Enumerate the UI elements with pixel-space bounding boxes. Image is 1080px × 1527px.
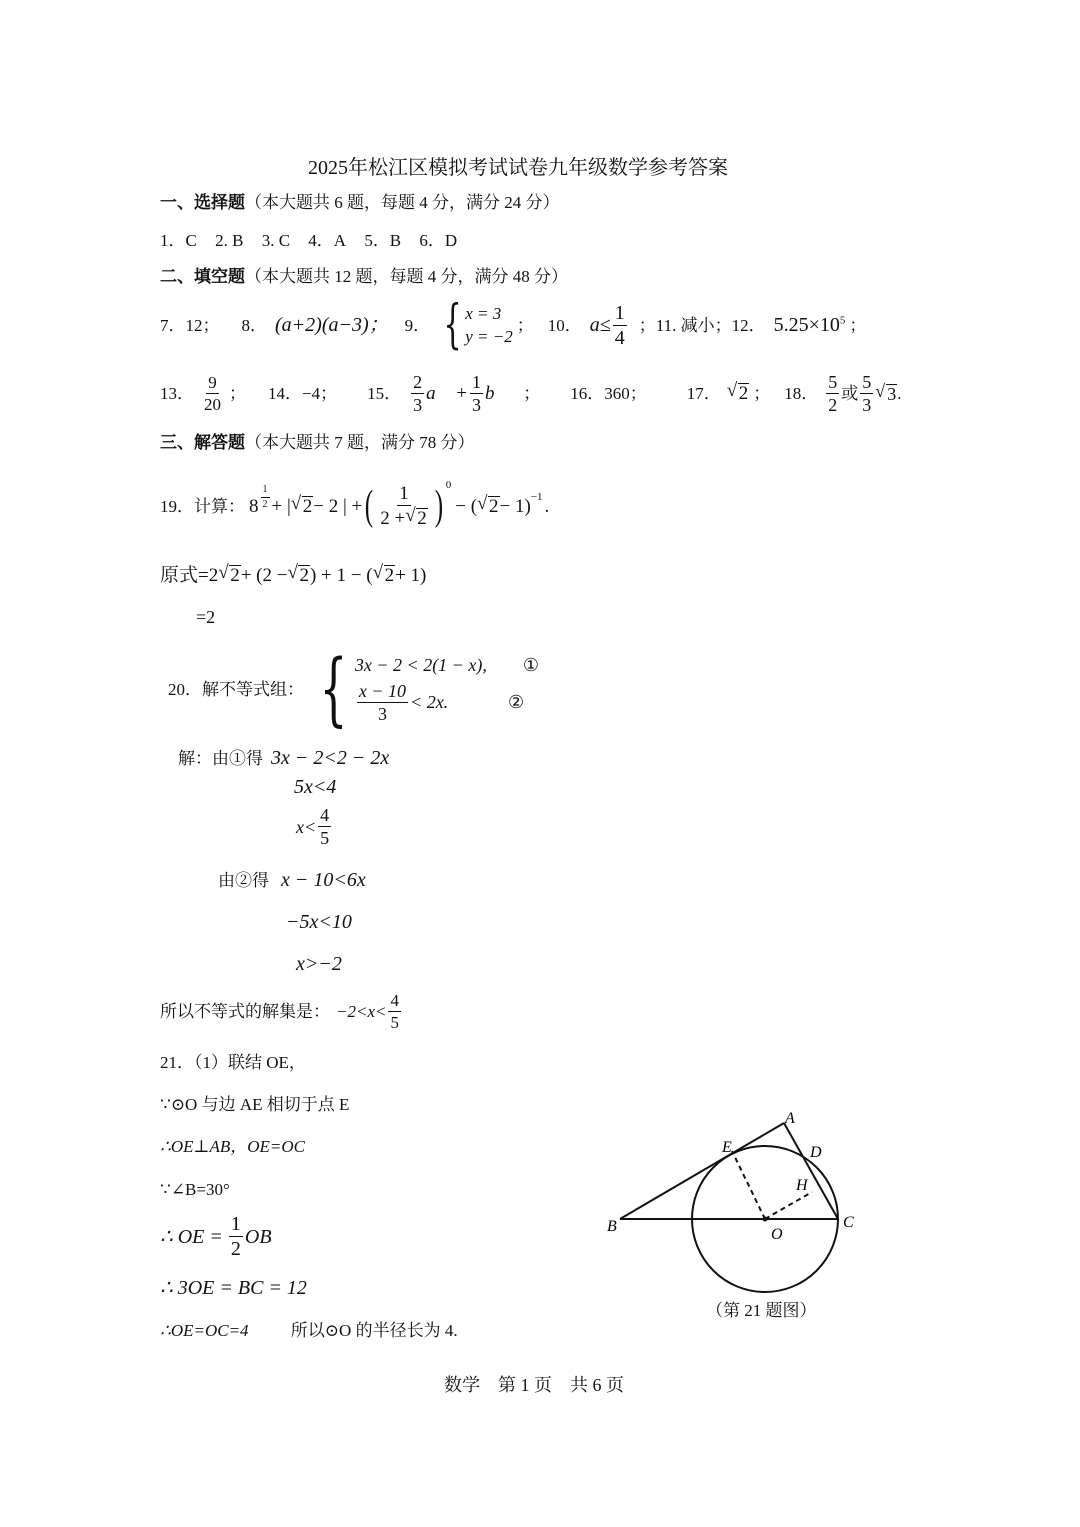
q19-tail-end: − 1): [499, 495, 531, 517]
answer-10-label: 10．: [547, 315, 582, 335]
answer-15-vector-b: b⃗: [484, 382, 510, 404]
q20-label: 20．解不等式组：: [168, 679, 304, 699]
answer-4: 4．A: [308, 231, 347, 250]
q19-sol-pre: 原式=2: [160, 564, 219, 586]
q19-sol-radical-2: [287, 565, 310, 585]
answer-18-radical: [875, 384, 897, 403]
q20-step-6: x>−2: [296, 953, 342, 975]
q20-system: [308, 642, 540, 735]
section-1-title: 一、选择题: [160, 193, 245, 212]
q20-step-3: [296, 806, 333, 847]
choice-answers: [160, 232, 457, 249]
q19-abs-radicand: 2: [302, 496, 313, 517]
answer-9-row-2: y = −2: [465, 327, 513, 346]
q19-problem: [160, 474, 549, 538]
q19-frac-num: 1: [399, 483, 409, 504]
q20-row-1: [355, 656, 539, 674]
label-c: C: [843, 1214, 854, 1231]
section-2-note: （本大题共 12 题，每题 4 分，满分 48 分）: [245, 267, 568, 286]
q19-exp-den: 2: [262, 498, 268, 510]
q19-zero-exp: 0: [445, 479, 452, 491]
q19-sol-end: + 1): [395, 564, 427, 586]
answer-7: 7．12；: [160, 315, 220, 335]
q20-conclusion-den: 5: [390, 1013, 399, 1032]
label-e: E: [722, 1139, 732, 1156]
q19-tail-dot: .: [544, 495, 550, 517]
q20-row-2: [355, 682, 539, 723]
q21-line-7-b: 所以⊙O 的半径长为 4.: [290, 1321, 458, 1340]
q20-step-5: −5x<10: [286, 911, 352, 933]
answer-18-fraction-2: [860, 373, 873, 414]
q19-tail-exp: −1: [530, 491, 543, 503]
q20-ineq-2-den: 3: [377, 703, 387, 724]
answer-17-label: 17．: [686, 383, 721, 403]
q20-conclusion-fraction: [388, 992, 401, 1031]
segment-oe: [732, 1151, 765, 1219]
q21-line-5: [160, 1214, 272, 1259]
q19-frac-den-radical: [405, 508, 428, 528]
q19-sol-radicand-2: 2: [299, 565, 309, 586]
answer-2: 2. B: [215, 231, 244, 250]
answer-15-fraction-1: [411, 373, 424, 414]
answer-12-end: ；: [849, 315, 867, 335]
answer-10-fraction: [613, 303, 627, 348]
answer-17-radicand: 2: [738, 383, 749, 404]
answer-1: 1．C: [160, 231, 197, 250]
section-2-title: 二、填空题: [160, 267, 245, 286]
q20-step-3-lhs: x<: [296, 816, 317, 837]
page-footer: 数学 第 1 页 共 6 页: [444, 1375, 624, 1395]
answer-9-row-1: x = 3: [465, 304, 502, 323]
section-1-heading: [160, 194, 560, 211]
q20-step-3-num: 4: [320, 805, 330, 825]
q19-abs-close: − 2 | +: [313, 495, 363, 517]
q19-tail-radical: [477, 496, 500, 516]
q19-term-a: [249, 483, 272, 517]
q20-by-2-label: 由②得: [218, 870, 269, 890]
segment-oh: [765, 1192, 812, 1219]
q20-step-1: 3x − 2<2 − 2x: [271, 747, 390, 769]
q19-label: 19．计算：: [160, 496, 245, 516]
answer-9-system: [436, 295, 513, 355]
q21-line-6: ∴ 3OE = BC = 12: [160, 1277, 307, 1299]
q19-frac-den: [378, 506, 429, 528]
answer-15-numerator-2: 1: [471, 371, 481, 392]
answer-13-denominator: 20: [204, 394, 221, 414]
q20-conclusion: [160, 992, 403, 1031]
q20-sol-intro: [178, 748, 389, 768]
q20-ineq-2-num: x − 10: [358, 680, 407, 701]
answer-18-or: 或: [841, 383, 859, 403]
answer-9-label: 9．: [404, 315, 431, 335]
q19-solution-line-1: [160, 558, 426, 592]
answer-13-numerator: 9: [208, 372, 217, 392]
q19-sol-radical-1: [218, 565, 241, 585]
brace-icon: {: [319, 642, 348, 735]
answer-13-label: 13．: [160, 383, 194, 403]
q19-tail-radicand: 2: [489, 496, 499, 517]
q20-mark-1: ①: [522, 654, 540, 675]
section-3-note: （本大题共 7 题，满分 78 分）: [245, 433, 475, 452]
label-h: H: [796, 1177, 808, 1194]
q19-fraction: [378, 484, 429, 528]
answer-3: 3. C: [261, 231, 291, 250]
answer-16: 16．360；: [570, 383, 647, 403]
q21-line-1: 21．（1）联结 OE，: [160, 1053, 306, 1072]
q19-paren-close: ): [434, 483, 443, 529]
segment-ba: [620, 1123, 784, 1219]
q20-ineq-1: 3x − 2 < 2(1 − x),: [354, 654, 487, 675]
answer-18-fraction-1: [826, 373, 839, 414]
answer-18-numerator-1: 5: [828, 371, 838, 392]
q20-problem: [168, 644, 539, 734]
q20-sol-intro-label: 解：由①得: [178, 748, 263, 768]
answer-10-lhs: a≤: [589, 314, 611, 336]
answer-8: (a+2)(a−3)；: [275, 314, 389, 336]
answer-15-denominator-2: 3: [471, 394, 481, 415]
answer-14: 14．−4；: [268, 383, 338, 403]
answer-15-vector-a: a⃗ +: [426, 382, 468, 404]
q20-ineq-2-rest: < 2x.: [410, 692, 449, 712]
q21-line-5-fraction: [229, 1214, 243, 1259]
q20-ineq-2-fraction: [357, 682, 408, 723]
brace-icon: {: [443, 295, 462, 355]
q20-step-3-den: 5: [320, 828, 330, 848]
q21-line-5-post: OB: [244, 1225, 272, 1248]
q19-sol-mid-2: ) + 1 − (: [309, 564, 373, 586]
segment-ac: [784, 1123, 838, 1219]
answer-17-radical: [727, 383, 750, 403]
q19-sol-mid-1: + (2 −: [240, 564, 288, 586]
q19-frac-den-pre: 2 +: [380, 508, 406, 529]
answer-12: [774, 315, 846, 335]
answer-8-label: 8．: [241, 315, 267, 335]
fill-row-2: [160, 366, 901, 420]
q20-mark-2: ②: [508, 692, 525, 712]
fill-row-1: [160, 295, 867, 355]
label-d: D: [810, 1144, 822, 1161]
q21-figure-caption: （第 21 题图）: [706, 1301, 817, 1320]
answer-18-radicand: 3: [887, 383, 897, 404]
section-3-heading: [160, 434, 475, 451]
answer-10-denominator: 4: [614, 326, 625, 349]
q19-abs-open: + |: [271, 495, 291, 517]
label-a: A: [785, 1110, 795, 1127]
q20-conclusion-label: 所以不等式的解集是：: [160, 1002, 330, 1021]
q19-exp-num: 1: [261, 485, 270, 498]
section-3-title: 三、解答题: [160, 433, 245, 452]
section-2-heading: [160, 268, 568, 285]
q20-step-4: x − 10<6x: [281, 869, 366, 891]
q19-tail-pre: − (: [455, 495, 478, 517]
label-b: B: [607, 1218, 617, 1235]
answer-6: 6．D: [419, 231, 458, 250]
answer-18-end: .: [897, 383, 902, 403]
answer-15-numerator-1: 2: [413, 371, 423, 392]
q21-line-5-num: 1: [230, 1213, 241, 1235]
q20-by-2: [218, 870, 366, 890]
answer-18-denominator-1: 2: [828, 394, 838, 415]
answer-12-exponent: 5: [839, 314, 846, 327]
q21-line-4: ∵∠B=30°: [160, 1180, 230, 1199]
q21-line-7: [160, 1322, 458, 1339]
q20-step-3-fraction: [318, 806, 331, 847]
q21-line-7-a: ∴OE=OC=4: [160, 1321, 249, 1340]
q19-paren-open: (: [365, 483, 374, 529]
q19-sol-radicand-1: 2: [230, 565, 240, 586]
page-title: 2025年松江区模拟考试试卷九年级数学参考答案: [308, 157, 728, 179]
point-o: [763, 1217, 768, 1222]
answer-13-end: ；: [229, 383, 246, 403]
answer-15-end: ；: [523, 383, 541, 403]
q19-solution-line-2: =2: [196, 607, 216, 627]
answer-15-denominator-1: 3: [413, 394, 423, 415]
answer-13-fraction: [202, 374, 223, 413]
q19-base: 8: [249, 495, 259, 517]
q19-sol-radical-3: [373, 565, 396, 585]
label-o: O: [771, 1226, 783, 1243]
answer-9-end: ；: [516, 315, 534, 335]
answer-18-denominator-2: 3: [862, 394, 872, 415]
answer-15-fraction-2: [470, 373, 483, 414]
answer-11: ；11. 减小；12．: [638, 315, 766, 335]
q19-frac-den-radicand: 2: [417, 508, 427, 529]
answer-15-label: 15．: [367, 383, 402, 403]
q21-figure: [600, 1100, 870, 1300]
q20-conclusion-expr: −2<x<: [336, 1002, 387, 1021]
answer-18-numerator-2: 5: [862, 371, 872, 392]
answer-5: 5．B: [364, 231, 402, 250]
answer-17-end: ；: [753, 383, 771, 403]
q20-conclusion-num: 4: [390, 991, 399, 1010]
q20-step-2: 5x<4: [294, 776, 337, 798]
answer-10-numerator: 1: [614, 301, 625, 324]
q19-abs-radical: [291, 496, 314, 516]
answer-12-base: 5.25×10: [773, 314, 840, 336]
q19-sol-radicand-3: 2: [384, 565, 395, 586]
q21-line-5-pre: ∴ OE =: [160, 1225, 223, 1248]
q21-line-5-den: 2: [230, 1238, 241, 1260]
section-1-note: （本大题共 6 题，每题 4 分，满分 24 分）: [245, 193, 560, 212]
q19-exponent: [261, 485, 270, 510]
q21-line-3: ∴OE⊥AB，OE=OC: [160, 1137, 305, 1156]
answer-18-label: 18．: [784, 383, 819, 403]
q21-line-2: ∵⊙O 与边 AE 相切于点 E: [160, 1095, 350, 1114]
